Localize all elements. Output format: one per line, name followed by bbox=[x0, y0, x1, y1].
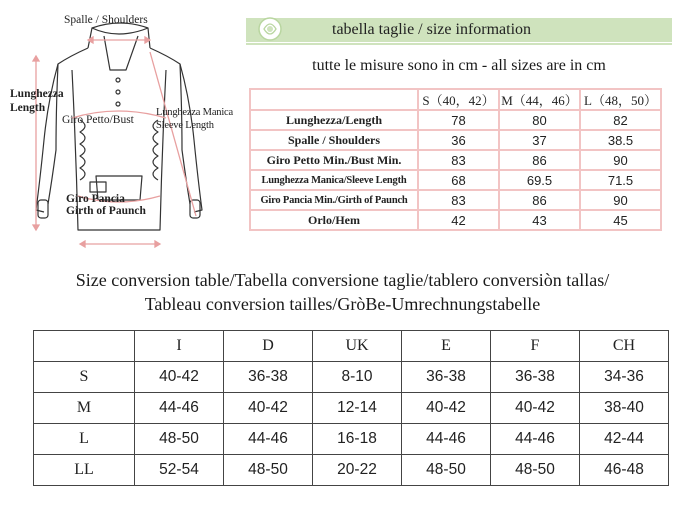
size-table-row bbox=[250, 210, 661, 230]
conversion-cell: 48-50 bbox=[135, 424, 224, 455]
conversion-title bbox=[0, 268, 685, 316]
conversion-cell: 44-46 bbox=[135, 393, 224, 424]
conversion-cell: 16-18 bbox=[313, 424, 402, 455]
sleeve-label-en: Sleeve Length bbox=[156, 120, 214, 131]
conversion-cell: 52-54 bbox=[135, 455, 224, 486]
size-conversion-table bbox=[33, 330, 669, 486]
size-table-cell: 82 bbox=[580, 110, 661, 130]
conversion-cell: 40-42 bbox=[402, 393, 491, 424]
size-info-table bbox=[249, 88, 662, 231]
sleeve-label-it: Lunghezza Manica bbox=[156, 107, 233, 118]
conversion-title-line: Tableau conversion tailles/GròBe-Umrechnungstabelle bbox=[144, 294, 541, 314]
size-table-cell: 78 bbox=[418, 110, 499, 130]
conversion-col-header: F bbox=[491, 331, 580, 362]
conversion-cell: 44-46 bbox=[224, 424, 313, 455]
size-table-cell: 69.5 bbox=[499, 170, 580, 190]
conversion-cell: 40-42 bbox=[224, 393, 313, 424]
conversion-col-header: E bbox=[402, 331, 491, 362]
paunch-label-en: Girth of Paunch bbox=[66, 205, 146, 217]
size-table-row-label: Orlo/Hem bbox=[250, 210, 418, 230]
size-table-row bbox=[250, 110, 661, 130]
size-table-cell: 37 bbox=[499, 130, 580, 150]
size-table-cell: 86 bbox=[499, 150, 580, 170]
conversion-cell: 48-50 bbox=[491, 455, 580, 486]
conversion-cell: 36-38 bbox=[224, 362, 313, 393]
size-table-cell: 83 bbox=[418, 150, 499, 170]
size-table-cell: 38.5 bbox=[580, 130, 661, 150]
conversion-title-line: Size conversion table/Tabella conversione taglie/tablero conversiòn tallas/ bbox=[75, 270, 610, 290]
conversion-cell: 20-22 bbox=[313, 455, 402, 486]
banner-rule bbox=[246, 43, 672, 45]
size-table-corner bbox=[250, 89, 418, 110]
conversion-cell: 36-38 bbox=[491, 362, 580, 393]
size-table-col-header: S（40，42） bbox=[418, 89, 499, 110]
size-table-cell: 83 bbox=[418, 190, 499, 210]
size-table-cell: 68 bbox=[418, 170, 499, 190]
conversion-col-header: D bbox=[224, 331, 313, 362]
size-table-col-header: L（48，50） bbox=[580, 89, 661, 110]
conversion-corner bbox=[34, 331, 135, 362]
conversion-row bbox=[34, 393, 669, 424]
shoulders-label: Spalle / Shoulders bbox=[64, 14, 148, 26]
units-note: tutte le misure sono in cm - all sizes are in cm bbox=[312, 57, 606, 74]
conversion-cell: 38-40 bbox=[580, 393, 669, 424]
conversion-col-header: I bbox=[135, 331, 224, 362]
size-table-row-label: Spalle / Shoulders bbox=[250, 130, 418, 150]
conversion-cell: 12-14 bbox=[313, 393, 402, 424]
conversion-cell: 36-38 bbox=[402, 362, 491, 393]
garment-diagram bbox=[0, 0, 240, 258]
conversion-cell: 44-46 bbox=[491, 424, 580, 455]
conversion-cell: 40-42 bbox=[491, 393, 580, 424]
size-table-cell: 71.5 bbox=[580, 170, 661, 190]
size-table-row bbox=[250, 170, 661, 190]
size-table-cell: 80 bbox=[499, 110, 580, 130]
size-table-cell: 90 bbox=[580, 150, 661, 170]
size-info-banner bbox=[246, 15, 672, 45]
conversion-size-label: LL bbox=[34, 455, 135, 486]
bust-label: Giro Petto/Bust bbox=[62, 114, 134, 126]
conversion-col-header: UK bbox=[313, 331, 402, 362]
conversion-cell: 48-50 bbox=[402, 455, 491, 486]
conversion-cell: 34-36 bbox=[580, 362, 669, 393]
conversion-col-header: CH bbox=[580, 331, 669, 362]
paunch-label-it: Giro Pancia bbox=[66, 193, 125, 205]
conversion-row bbox=[34, 362, 669, 393]
size-table-row bbox=[250, 130, 661, 150]
conversion-size-label: M bbox=[34, 393, 135, 424]
size-table-row bbox=[250, 150, 661, 170]
size-table-col-header: M（44，46） bbox=[499, 89, 580, 110]
conversion-row bbox=[34, 455, 669, 486]
conversion-header-row bbox=[34, 331, 669, 362]
conversion-row bbox=[34, 424, 669, 455]
size-table-row-label: Lunghezza Manica/Sleeve Length bbox=[250, 170, 418, 190]
flower-icon bbox=[254, 15, 286, 45]
conversion-cell: 44-46 bbox=[402, 424, 491, 455]
size-table-row-label: Giro Petto Min./Bust Min. bbox=[250, 150, 418, 170]
size-table-cell: 36 bbox=[418, 130, 499, 150]
size-table-row bbox=[250, 190, 661, 210]
size-table-header-row bbox=[250, 89, 661, 110]
size-table-cell: 90 bbox=[580, 190, 661, 210]
size-table-row-label: Giro Pancia Min./Girth of Paunch bbox=[250, 190, 418, 210]
conversion-cell: 46-48 bbox=[580, 455, 669, 486]
conversion-cell: 42-44 bbox=[580, 424, 669, 455]
conversion-size-label: L bbox=[34, 424, 135, 455]
size-table-cell: 42 bbox=[418, 210, 499, 230]
conversion-size-label: S bbox=[34, 362, 135, 393]
conversion-cell: 48-50 bbox=[224, 455, 313, 486]
size-table-cell: 45 bbox=[580, 210, 661, 230]
size-table-cell: 43 bbox=[499, 210, 580, 230]
conversion-cell: 8-10 bbox=[313, 362, 402, 393]
length-label-en: Length bbox=[10, 102, 46, 114]
size-table-cell: 86 bbox=[499, 190, 580, 210]
banner-title: tabella taglie / size information bbox=[332, 21, 532, 38]
size-table-row-label: Lunghezza/Length bbox=[250, 110, 418, 130]
conversion-cell: 40-42 bbox=[135, 362, 224, 393]
length-label-it: Lunghezza bbox=[10, 88, 64, 100]
